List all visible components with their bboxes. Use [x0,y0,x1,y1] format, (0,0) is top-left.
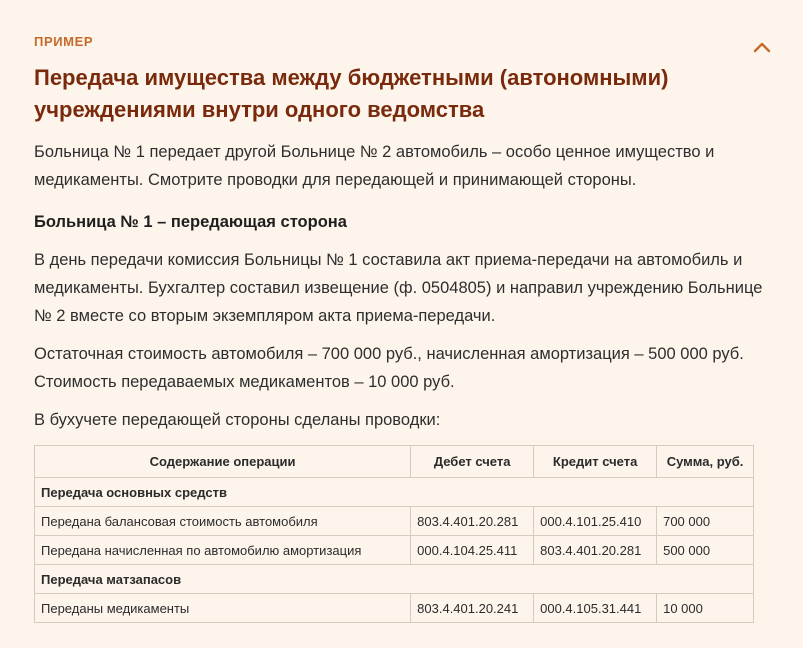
collapse-button[interactable] [751,38,773,56]
paragraph-2: Остаточная стоимость автомобиля – 700 000 руб., начисленная амортизация – 500 000 руб. Стоимость передаваемых медикаментов – 10 000 руб. [34,345,744,391]
paragraph-1: В день передачи комиссия Больницы № 1 составила акт приема-передачи на автомобиль и медикаменты. Бухгалтер составил извещение (ф. 0504805) и направил учреждению Больнице № 2 вместе со вторым экземпляром акта приема-передачи. [34,251,763,325]
cell-operation: Переданы медикаменты [35,594,411,623]
entries-table [34,445,754,623]
cell-debit: 803.4.401.20.281 [411,507,534,536]
cell-debit: 000.4.104.25.411 [411,536,534,565]
intro-paragraph: Больница № 1 передает другой Больнице № 2 автомобиль – особо ценное имущество и медикаменты. Смотрите проводки для передающей и принимающей стороны. [34,143,715,189]
section-fixed-assets: Передача основных средств [35,478,754,507]
chevron-up-icon [751,38,773,56]
example-label: ПРИМЕР [34,34,94,49]
table-section-row [35,478,754,507]
header-credit: Кредит счета [534,446,657,478]
header-sum: Сумма, руб. [657,446,754,478]
cell-sum: 500 000 [657,536,754,565]
subheading: Больница № 1 – передающая сторона [34,213,347,231]
cell-debit: 803.4.401.20.241 [411,594,534,623]
table-row [35,594,754,623]
example-title: Передача имущества между бюджетными (автономными) учреждениями внутри одного ведомства [34,65,669,122]
header-operation: Содержание операции [35,446,411,478]
header-debit: Дебет счета [411,446,534,478]
cell-credit: 000.4.101.25.410 [534,507,657,536]
paragraph-3: В бухучете передающей стороны сделаны проводки: [34,411,441,429]
table-row [35,507,754,536]
section-inventory: Передача матзапасов [35,565,754,594]
table-section-row [35,565,754,594]
cell-operation: Передана начисленная по автомобилю амортизация [35,536,411,565]
table-header-row [35,446,754,478]
cell-sum: 10 000 [657,594,754,623]
cell-credit: 000.4.105.31.441 [534,594,657,623]
cell-operation: Передана балансовая стоимость автомобиля [35,507,411,536]
cell-sum: 700 000 [657,507,754,536]
table-row [35,536,754,565]
cell-credit: 803.4.401.20.281 [534,536,657,565]
